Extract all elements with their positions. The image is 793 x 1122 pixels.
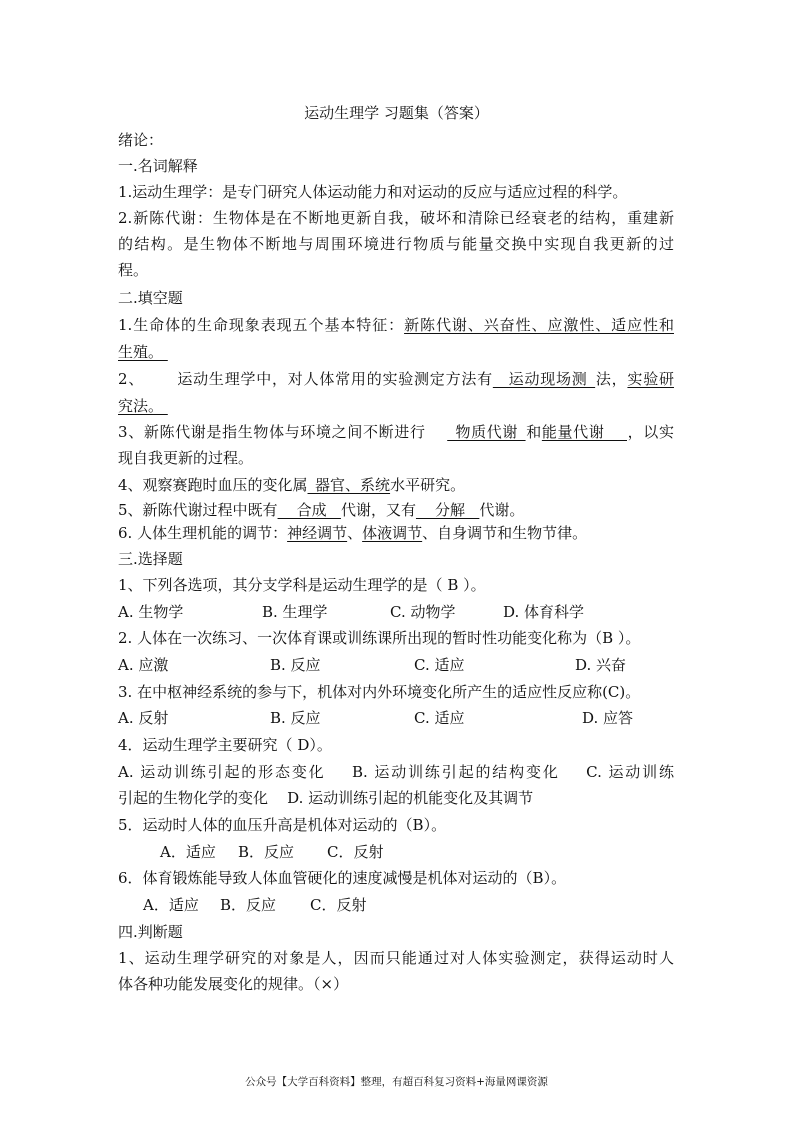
text-line: [118, 628, 674, 648]
option-item: D. 应答: [582, 709, 634, 727]
text-segment: 二.填空题: [118, 289, 183, 307]
answer-underlined: _器官、系统: [307, 476, 391, 494]
text-line: [118, 260, 674, 280]
text-line: [118, 922, 674, 942]
option-item: B. 生理学: [262, 603, 328, 621]
text-segment: 程。: [118, 261, 149, 279]
text-segment: 5．运动时人体的血压升高是机体对运动的（B）。: [118, 816, 447, 834]
text-line: [118, 735, 674, 755]
answer-underlined: __运动现场测_: [492, 370, 596, 388]
option-item: D. 体育科学: [503, 603, 585, 621]
option-item: C. 适应: [414, 656, 465, 674]
text-line: [118, 523, 674, 543]
answer-underlined: 能量代谢___: [541, 423, 627, 441]
document-title: 运动生理学 习题集（答案）: [304, 104, 489, 122]
option-item: D. 兴奋: [575, 656, 627, 674]
text-segment: 2. 人体在一次练习、一次体育课或训练课所出现的暂时性功能变化称为（B ）。: [118, 629, 641, 647]
answer-underlined: 实验研: [627, 370, 674, 388]
option-item: A. 应激: [118, 656, 169, 674]
text-segment: 四.判断题: [118, 923, 183, 941]
text-line: [118, 315, 674, 335]
text-segment: 4．运动生理学主要研究（ D）。: [118, 736, 332, 754]
text-segment: 体各种功能发展变化的规律。（×）: [118, 975, 349, 993]
text-segment: 三.选择题: [118, 550, 183, 568]
text-segment: 水平研究。: [390, 476, 466, 494]
text-segment: 2.新陈代谢：生物体是在不断地更新自我，破坏和清除已经衰老的结构，重建新: [118, 209, 674, 227]
option-item: C. 适应: [414, 709, 465, 727]
text-line: [118, 369, 674, 389]
text-segment: 代谢，又有: [340, 501, 416, 519]
text-segment: 1、下列各选项，其分支学科是运动生理学的是（ B ）。: [118, 576, 486, 594]
text-segment: 的结构。是生物体不断地与周围环境进行物质与能量交换中实现自我更新的过: [118, 235, 674, 253]
answer-underlined: _物质代谢_: [447, 423, 526, 441]
text-line: [118, 234, 674, 254]
text-segment: 6. 人体生理机能的调节：: [118, 524, 288, 542]
text-segment: 4、观察赛跑时血压的变化属: [118, 476, 308, 494]
text-segment: 1.运动生理学：是专门研究人体运动能力和对运动的反应与适应过程的科学。: [118, 183, 628, 201]
answer-underlined: 分解: [415, 501, 480, 519]
text-segment: 3. 在中枢神经系统的参与下，机体对内外环境变化所产生的适应性反应称(C)。: [118, 683, 641, 701]
text-segment: 绪论：: [118, 131, 164, 149]
text-line: [118, 156, 674, 176]
text-segment: 1、运动生理学研究的对象是人，因而只能通过对人体实验测定，获得运动时人: [118, 949, 674, 967]
option-item: C. 动物学: [390, 603, 456, 621]
text-line: [118, 448, 674, 468]
answer-underlined: 究法。: [118, 397, 168, 415]
option-item: A. 生物学: [118, 603, 184, 621]
text-segment: ，以实: [627, 423, 674, 441]
footer-note: 公众号【大学百科资料】整理，有超百科复习资料+海量网课资源: [245, 1076, 548, 1088]
option-item: A．适应: [160, 843, 216, 861]
text-segment: 、自身调节和生物节律。: [422, 524, 588, 542]
option-item: B. 反应: [270, 656, 321, 674]
answer-underlined: 体液调节: [362, 524, 423, 542]
answer-underlined: 神经调节: [287, 524, 348, 542]
option-item: B. 反应: [270, 709, 321, 727]
text-line: [118, 422, 674, 442]
text-segment: 一.名词解释: [118, 157, 198, 175]
answer-underlined: 新陈代谢、兴奋性、应激性、适应性和: [404, 316, 674, 334]
option-item: B．反应: [238, 843, 295, 861]
text-line: [118, 575, 674, 595]
text-line: [118, 762, 674, 782]
text-line: [118, 475, 674, 495]
text-line: [118, 500, 674, 520]
text-segment: 现自我更新的过程。: [118, 449, 254, 467]
text-line: [118, 396, 674, 416]
option-item: B．反应: [220, 896, 277, 914]
answer-underlined: 生殖。: [118, 343, 168, 361]
option-item: C．反射: [327, 843, 384, 861]
text-line: [118, 182, 674, 202]
text-line: [118, 549, 674, 569]
text-segment: 代谢。: [479, 501, 525, 519]
text-line: [118, 815, 674, 835]
text-line: [118, 974, 674, 994]
option-item: A. 反射: [118, 709, 169, 727]
text-segment: 法，: [595, 370, 628, 388]
text-segment: 1.生命体的生命现象表现五个基本特征：: [118, 316, 405, 334]
text-line: [118, 948, 674, 968]
text-line: [118, 130, 674, 150]
text-line: [118, 868, 674, 888]
text-segment: 3、新陈代谢是指生物体与环境之间不断进行: [118, 423, 448, 441]
text-line: [118, 208, 674, 228]
text-line: [118, 682, 674, 702]
text-line: [118, 342, 674, 362]
text-segment: A. 运动训练引起的形态变化 B. 运动训练引起的结构变化 C. 运动训练: [118, 763, 674, 781]
text-segment: 引起的生物化学的变化 D. 运动训练引起的机能变化及其调节: [118, 789, 534, 807]
option-item: A．适应: [143, 896, 199, 914]
text-line: [118, 788, 674, 808]
text-line: [118, 288, 674, 308]
text-segment: 5、新陈代谢过程中既有: [118, 501, 278, 519]
text-segment: 和: [525, 423, 542, 441]
option-item: C．反射: [310, 896, 367, 914]
text-segment: 、: [347, 524, 363, 542]
answer-underlined: 合成: [277, 501, 341, 519]
text-segment: 2、 运动生理学中，对人体常用的实验测定方法有: [118, 370, 493, 388]
text-segment: 6．体育锻炼能导致人体血管硬化的速度减慢是机体对运动的（B）。: [118, 869, 567, 887]
